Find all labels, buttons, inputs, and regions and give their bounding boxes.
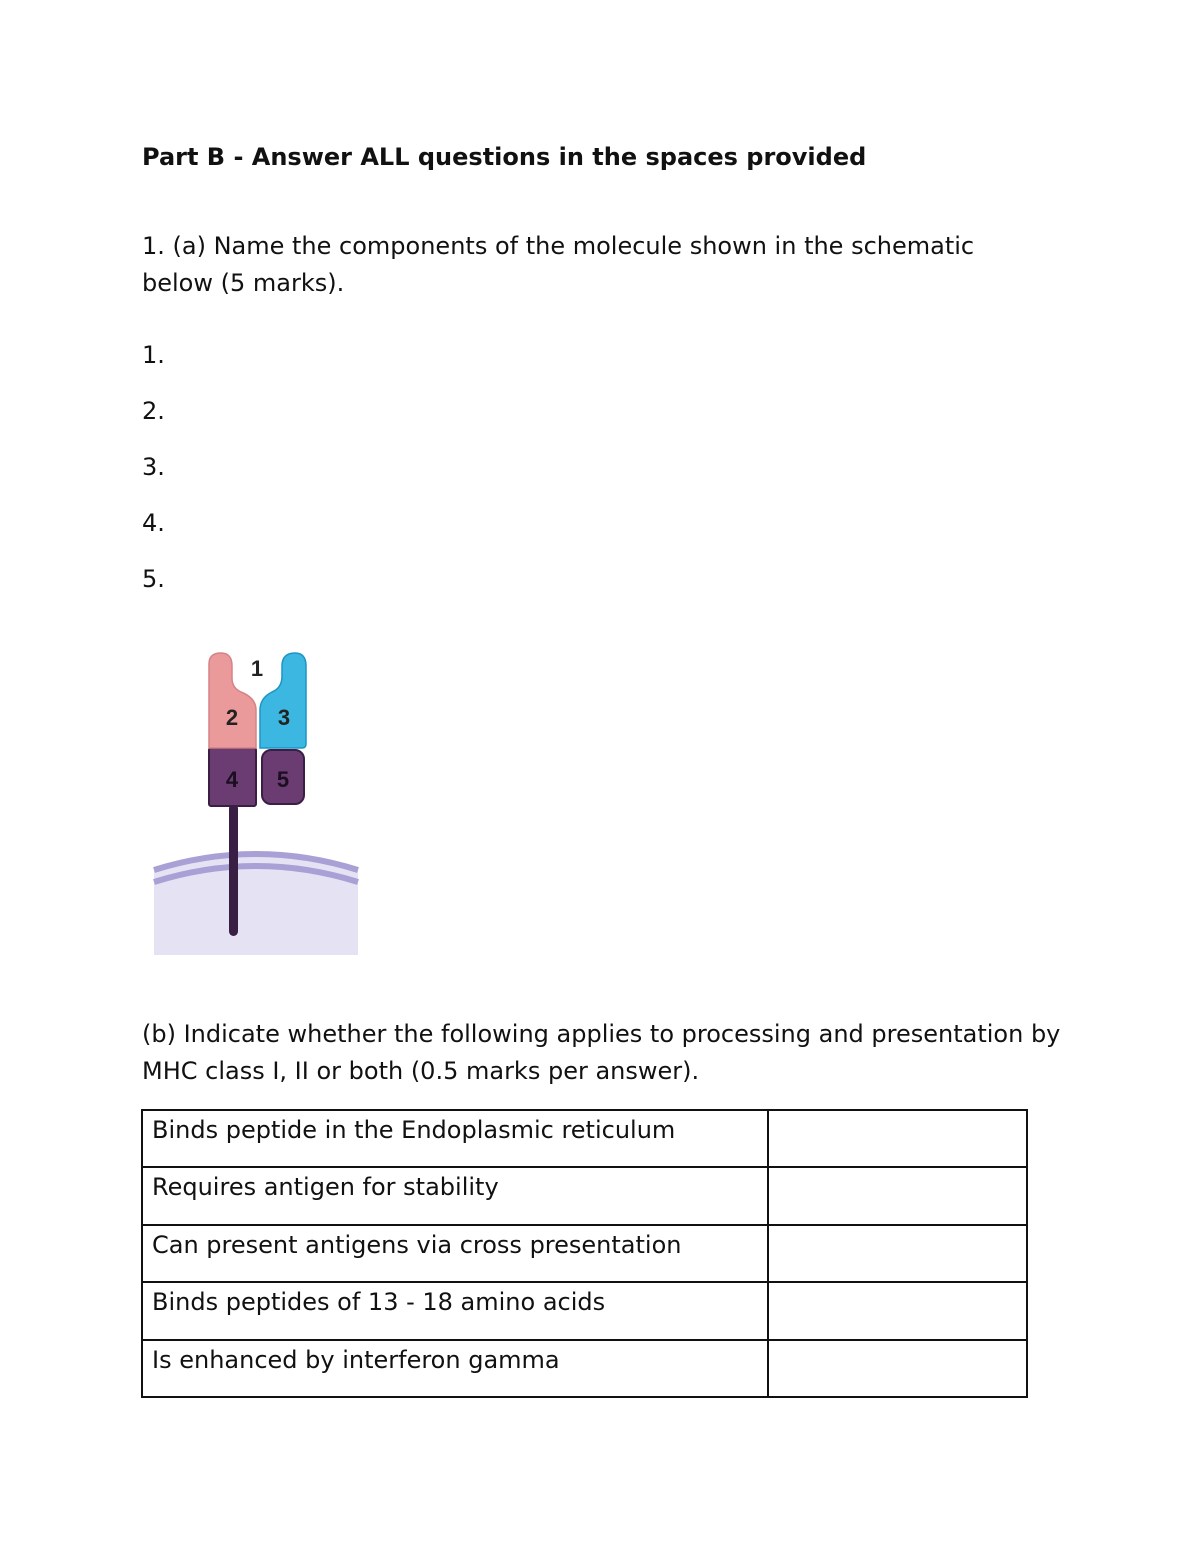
question-1a-text: 1. (a) Name the components of the molecule shown in the schematic below (5 marks). <box>142 232 975 297</box>
table-row <box>142 1167 1027 1224</box>
statement-cell: Binds peptide in the Endoplasmic reticulum <box>142 1110 768 1167</box>
answer-number-3: 3. <box>142 453 165 481</box>
answer-cell[interactable] <box>768 1167 1027 1224</box>
statement-cell: Can present antigens via cross presentation <box>142 1225 768 1282</box>
statement-cell: Requires antigen for stability <box>142 1167 768 1224</box>
domain-2 <box>209 653 256 748</box>
label-1: 1 <box>250 656 264 681</box>
answer-cell[interactable] <box>768 1340 1027 1397</box>
answer-number-4: 4. <box>142 509 165 537</box>
transmembrane-stalk <box>229 804 238 936</box>
question-1b-text: (b) Indicate whether the following applies to processing and presentation by MHC class I, II or both (0.5 marks per answer). <box>142 1020 1061 1085</box>
answer-cell[interactable] <box>768 1110 1027 1167</box>
answer-number-1: 1. <box>142 341 165 369</box>
cell-body <box>154 854 358 955</box>
answer-number-5: 5. <box>142 565 165 593</box>
mhc-class-table <box>141 1109 1028 1398</box>
label-4: 4 <box>225 767 239 792</box>
table-row <box>142 1282 1027 1339</box>
table-row <box>142 1225 1027 1282</box>
label-5: 5 <box>276 767 290 792</box>
label-3: 3 <box>277 705 291 730</box>
section-heading: Part B - Answer ALL questions in the spaces provided <box>142 143 867 171</box>
statement-cell: Binds peptides of 13 - 18 amino acids <box>142 1282 768 1339</box>
answer-number-2: 2. <box>142 397 165 425</box>
mhc-molecule-schematic <box>150 648 362 958</box>
label-2: 2 <box>225 705 239 730</box>
answer-cell[interactable] <box>768 1225 1027 1282</box>
statement-cell: Is enhanced by interferon gamma <box>142 1340 768 1397</box>
answer-cell[interactable] <box>768 1282 1027 1339</box>
table-row <box>142 1110 1027 1167</box>
table-row <box>142 1340 1027 1397</box>
domain-3 <box>260 653 306 748</box>
